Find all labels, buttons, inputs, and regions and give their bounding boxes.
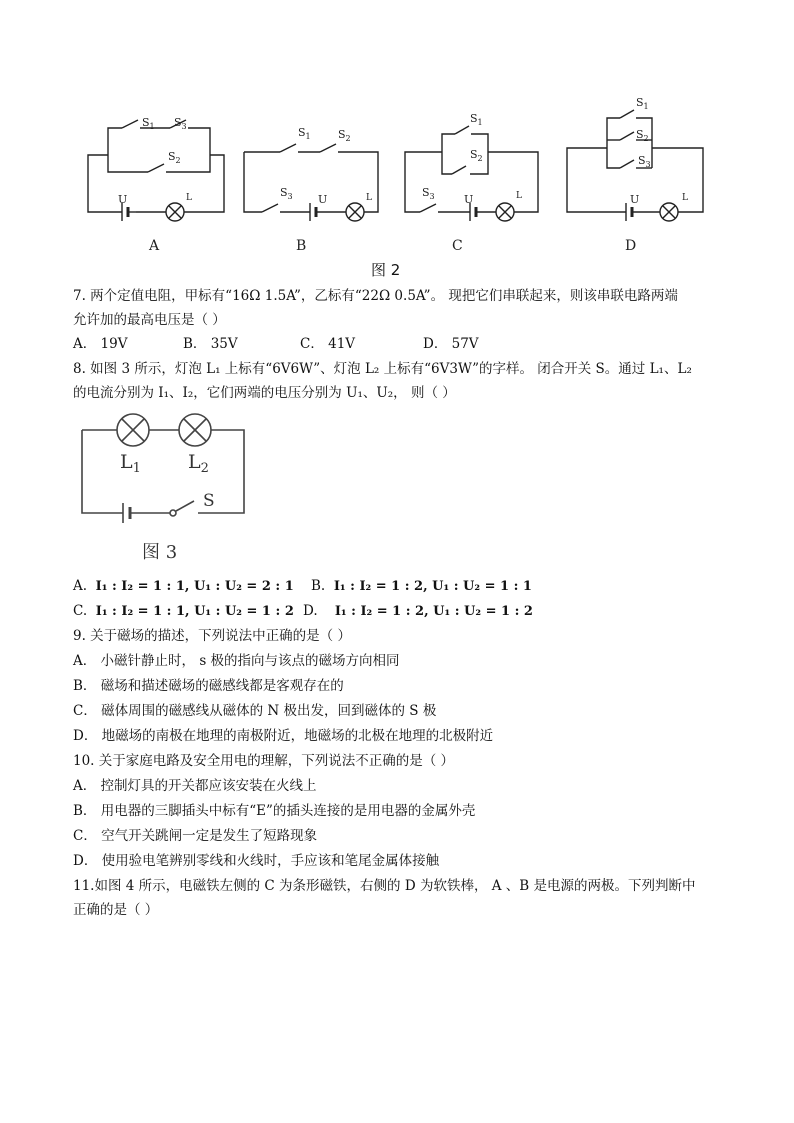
a-u-label: U bbox=[118, 193, 128, 206]
c-l-label: L bbox=[516, 191, 522, 201]
b-l-label: L bbox=[366, 193, 372, 203]
q8-option-b[interactable]: B. I₁ : I₂ = 1 : 2, U₁ : U₂ = 1 : 1 bbox=[311, 578, 532, 594]
figure-2-circuits bbox=[0, 0, 794, 285]
b-s1-label: $S_1$ bbox=[298, 126, 311, 141]
figure-3-circuit bbox=[70, 412, 260, 570]
q8-option-d[interactable]: D. I₁ : I₂ = 1 : 2, U₁ : U₂ = 1 : 2 bbox=[303, 603, 533, 619]
circuit-label-c: C bbox=[452, 238, 463, 254]
fig3-l2-label: $L_2$ bbox=[188, 451, 209, 476]
d-u-label: U bbox=[630, 193, 640, 206]
q8-stem-line1: 8. 如图 3 所示，灯泡 L₁ 上标有“6V6W”、灯泡 L₂ 上标有“6V3W”的字样。 闭合开关 S。通过 L₁、L₂ bbox=[73, 361, 692, 377]
circuit-a bbox=[88, 120, 224, 221]
q7-option-a[interactable]: A． 19V bbox=[73, 336, 128, 352]
circuit-label-b: B bbox=[296, 238, 307, 254]
b-u-label: U bbox=[318, 193, 328, 206]
c-s3-label: $S_3$ bbox=[422, 186, 435, 201]
c-u-label: U bbox=[464, 193, 474, 206]
q10-option-c[interactable]: C． 空气开关跳闸一定是发生了短路现象 bbox=[73, 828, 318, 844]
d-l-label: L bbox=[682, 193, 688, 203]
q9-stem: 9. 关于磁场的描述，下列说法中正确的是（ ） bbox=[73, 628, 351, 644]
c-s2-label: $S_2$ bbox=[470, 148, 483, 163]
figure-3-caption: 图 3 bbox=[142, 542, 178, 563]
a-s1-label: $S_1$ bbox=[142, 116, 155, 131]
q7-stem-line1: 7. 两个定值电阻，甲标有“16Ω 1.5A”，乙标有“22Ω 0.5A”。 现把它们串联起来，则该串联电路两端 bbox=[73, 288, 678, 304]
q7-stem-line2: 允许加的最高电压是（ ） bbox=[73, 312, 226, 328]
a-s3-label: $S_3$ bbox=[174, 116, 187, 131]
q9-option-a[interactable]: A． 小磁针静止时， s 极的指向与该点的磁场方向相同 bbox=[73, 653, 400, 669]
q8-stem-line2: 的电流分别为 I₁、I₂，它们两端的电压分别为 U₁、U₂， 则（ ） bbox=[73, 385, 456, 401]
circuit-c bbox=[405, 126, 538, 221]
q10-option-d[interactable]: D． 使用验电笔辨别零线和火线时，手应该和笔尾金属体接触 bbox=[73, 853, 440, 869]
q11-stem-line2: 正确的是（ ） bbox=[73, 902, 159, 918]
figure-2-caption: 图 2 bbox=[371, 261, 401, 279]
q9-option-b[interactable]: B． 磁场和描述磁场的磁感线都是客观存在的 bbox=[73, 678, 344, 694]
fig3-s-label: S bbox=[203, 491, 215, 511]
a-s2-label: $S_2$ bbox=[168, 150, 181, 165]
q7-option-b[interactable]: B． 35V bbox=[183, 336, 238, 352]
circuit-label-a: A bbox=[149, 238, 160, 254]
d-s2-label: $S_2$ bbox=[636, 128, 649, 143]
q8-option-c[interactable]: C. I₁ : I₂ = 1 : 1, U₁ : U₂ = 1 : 2 bbox=[73, 603, 294, 619]
q9-option-c[interactable]: C． 磁体周围的磁感线从磁体的 N 极出发，回到磁体的 S 极 bbox=[73, 703, 437, 719]
circuit-label-d: D bbox=[625, 238, 637, 254]
d-s3-label: $S_3$ bbox=[638, 154, 651, 169]
fig3-l1-label: $L_1$ bbox=[120, 451, 141, 476]
b-s2-label: $S_2$ bbox=[338, 128, 351, 143]
q7-option-c[interactable]: C． 41V bbox=[300, 336, 356, 352]
b-s3-label: $S_3$ bbox=[280, 186, 293, 201]
circuit-b bbox=[244, 144, 378, 221]
q10-stem: 10. 关于家庭电路及安全用电的理解，下列说法不正确的是（ ） bbox=[73, 753, 455, 769]
c-s1-label: $S_1$ bbox=[470, 112, 483, 127]
q8-option-a[interactable]: A. I₁ : I₂ = 1 : 1, U₁ : U₂ = 2 : 1 bbox=[73, 578, 294, 594]
q10-option-a[interactable]: A． 控制灯具的开关都应该安装在火线上 bbox=[73, 778, 317, 794]
q7-option-d[interactable]: D． 57V bbox=[423, 336, 479, 352]
d-s1-label: $S_1$ bbox=[636, 96, 649, 111]
q11-stem-line1: 11.如图 4 所示，电磁铁左侧的 C 为条形磁铁，右侧的 D 为软铁棒， A 、B 是电源的两极。下列判断中 bbox=[73, 878, 696, 894]
a-l-label: L bbox=[186, 193, 192, 203]
q9-option-d[interactable]: D． 地磁场的南极在地理的南极附近，地磁场的北极在地理的北极附近 bbox=[73, 728, 494, 744]
q10-option-b[interactable]: B． 用电器的三脚插头中标有“E”的插头连接的是用电器的金属外壳 bbox=[73, 803, 476, 819]
